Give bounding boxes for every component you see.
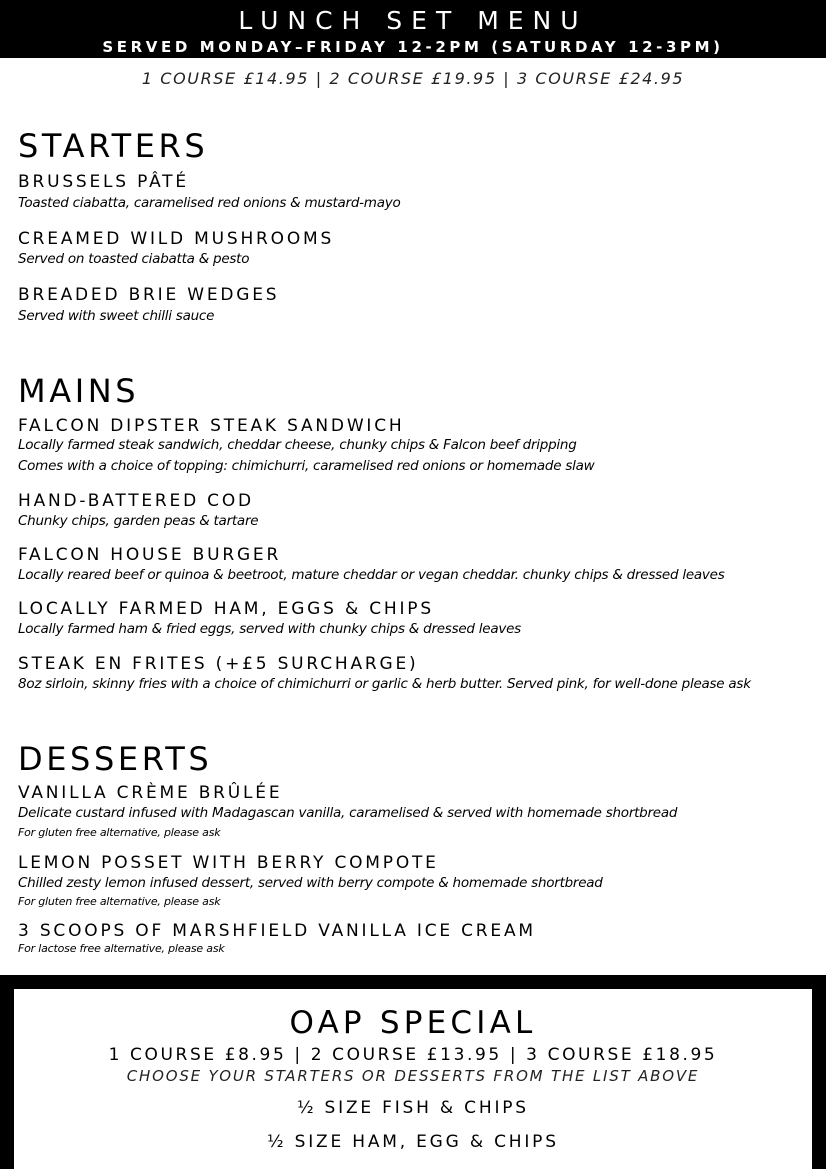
main-description: Locally farmed steak sandwich, cheddar cheese, chunky chips & Falcon beef dripping — [18, 437, 577, 453]
main-name: STEAK EN FRITES (+£5 SURCHARGE) — [18, 654, 419, 674]
main-name: FALCON DIPSTER STEAK SANDWICH — [18, 416, 405, 436]
main-description-extra: Comes with a choice of topping: chimichurri, caramelised red onions or homemade slaw — [18, 458, 595, 474]
main-description: Locally farmed ham & fried eggs, served with chunky chips & dressed leaves — [18, 621, 521, 637]
dessert-name: 3 SCOOPS OF MARSHFIELD VANILLA ICE CREAM — [18, 921, 536, 941]
menu-title: LUNCH SET MENU — [238, 6, 588, 35]
starter-description: Served with sweet chilli sauce — [18, 308, 215, 324]
starter-description: Toasted ciabatta, caramelised red onions & mustard-mayo — [18, 195, 401, 211]
starter-name: CREAMED WILD MUSHROOMS — [18, 229, 335, 249]
main-name: FALCON HOUSE BURGER — [18, 545, 282, 565]
main-description: 8oz sirloin, skinny fries with a choice of chimichurri or garlic & herb butter. Served pink, for well-done please ask — [18, 676, 751, 692]
starter-description: Served on toasted ciabatta & pesto — [18, 251, 250, 267]
dessert-note: For lactose free alternative, please ask — [18, 942, 225, 955]
oap-special-title: OAP SPECIAL — [289, 1005, 537, 1041]
starter-name: BREADED BRIE WEDGES — [18, 285, 280, 305]
main-name: LOCALLY FARMED HAM, EGGS & CHIPS — [18, 599, 434, 619]
oap-special-pricing: 1 COURSE £8.95 | 2 COURSE £13.95 | 3 COURSE £18.95 — [108, 1045, 718, 1065]
starter-name: BRUSSELS PÂTÉ — [18, 172, 189, 192]
dessert-note: For gluten free alternative, please ask — [18, 826, 221, 839]
main-description: Chunky chips, garden peas & tartare — [18, 513, 259, 529]
served-times: SERVED MONDAY–FRIDAY 12-2PM (SATURDAY 12-3PM) — [102, 38, 724, 56]
main-description: Locally reared beef or quinoa & beetroot, mature cheddar or vegan cheddar. chunky chips & dressed leaves — [18, 567, 725, 583]
header-bar — [0, 0, 826, 58]
dessert-description: Delicate custard infused with Madagascan vanilla, caramelised & served with homemade shortbread — [18, 805, 678, 821]
oap-special-item: ½ SIZE FISH & CHIPS — [297, 1098, 529, 1118]
course-pricing: 1 COURSE £14.95 | 2 COURSE £19.95 | 3 COURSE £24.95 — [141, 69, 685, 88]
dessert-name: LEMON POSSET WITH BERRY COMPOTE — [18, 853, 439, 873]
main-name: HAND-BATTERED COD — [18, 491, 254, 511]
mains-heading: MAINS — [18, 372, 140, 410]
dessert-note: For gluten free alternative, please ask — [18, 895, 221, 908]
oap-special-item: ½ SIZE HAM, EGG & CHIPS — [267, 1132, 559, 1152]
dessert-name: VANILLA CRÈME BRÛLÉE — [18, 783, 283, 803]
starters-heading: STARTERS — [18, 127, 209, 165]
desserts-heading: DESSERTS — [18, 740, 213, 778]
oap-special-instructions: CHOOSE YOUR STARTERS OR DESSERTS FROM THE LIST ABOVE — [126, 1067, 700, 1085]
dessert-description: Chilled zesty lemon infused dessert, served with berry compote & homemade shortbread — [18, 875, 603, 891]
